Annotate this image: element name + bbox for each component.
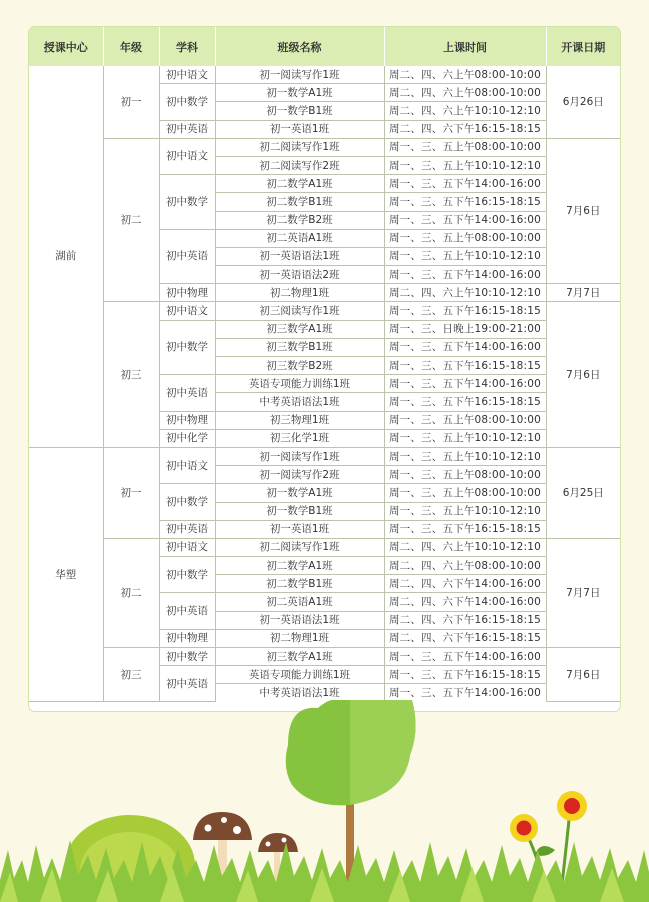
cell-class-name: 初一数学B1班: [215, 502, 384, 520]
table-row: [29, 447, 620, 465]
cell-class-name: 初三数学A1班: [215, 320, 384, 338]
cell-class-name: 初二阅读写作1班: [215, 538, 384, 556]
cell-class-name: 中考英语语法1班: [215, 393, 384, 411]
cell-grade: 初二: [103, 138, 159, 302]
cell-time: 周二、四、六下午16:15-18:15: [384, 120, 546, 138]
cell-class-name: 初二物理1班: [215, 629, 384, 647]
cell-subject: 初中物理: [159, 411, 215, 429]
cell-class-name: 初一数学A1班: [215, 84, 384, 102]
cell-subject: 初中语文: [159, 66, 215, 84]
cell-time: 周一、三、五下午14:00-16:00: [384, 211, 546, 229]
cell-subject: 初中语文: [159, 302, 215, 320]
cell-subject: 初中数学: [159, 648, 215, 666]
cell-time: 周二、四、六下午14:00-16:00: [384, 575, 546, 593]
cell-class-name: 中考英语语法1班: [215, 684, 384, 702]
cell-class-name: 初三物理1班: [215, 411, 384, 429]
cell-subject: 初中英语: [159, 375, 215, 411]
cell-class-name: 初一阅读写作2班: [215, 466, 384, 484]
cell-subject: 初中英语: [159, 666, 215, 702]
cell-class-name: 初一英语1班: [215, 520, 384, 538]
grass-scenery: [0, 700, 649, 902]
cell-time: 周一、三、五上午08:00-10:00: [384, 466, 546, 484]
cell-time: 周一、三、五下午16:15-18:15: [384, 520, 546, 538]
cell-class-name: 初三数学B1班: [215, 338, 384, 356]
cell-time: 周一、三、五下午14:00-16:00: [384, 684, 546, 702]
cell-class-name: 初三化学1班: [215, 429, 384, 447]
cell-start-date: 7月7日: [546, 538, 620, 647]
cell-start-date: 7月6日: [546, 648, 620, 702]
cell-subject: 初中数学: [159, 484, 215, 520]
cell-time: 周二、四、六上午10:10-12:10: [384, 538, 546, 556]
cell-grade: 初一: [103, 447, 159, 538]
table-row: [29, 648, 620, 666]
cell-start-date: 7月6日: [546, 138, 620, 284]
cell-subject: 初中物理: [159, 284, 215, 302]
cell-subject: 初中英语: [159, 593, 215, 629]
cell-class-name: 初二数学B1班: [215, 193, 384, 211]
cell-time: 周一、三、五下午14:00-16:00: [384, 266, 546, 284]
header-time: 上课时间: [384, 27, 546, 66]
cell-subject: 初中物理: [159, 629, 215, 647]
table-row: [29, 302, 620, 320]
cell-subject: 初中英语: [159, 120, 215, 138]
schedule-body: [29, 66, 620, 702]
table-row: [29, 66, 620, 84]
table-row: [29, 538, 620, 556]
cell-class-name: 初二英语A1班: [215, 593, 384, 611]
cell-subject: 初中数学: [159, 557, 215, 593]
cell-subject: 初中化学: [159, 429, 215, 447]
cell-time: 周一、三、五上午10:10-12:10: [384, 502, 546, 520]
cell-time: 周一、三、五下午16:15-18:15: [384, 357, 546, 375]
cell-class-name: 初二英语A1班: [215, 229, 384, 247]
cell-time: 周二、四、六上午10:10-12:10: [384, 284, 546, 302]
cell-class-name: 初二数学B2班: [215, 211, 384, 229]
cell-subject: 初中语文: [159, 447, 215, 483]
header-row: [29, 27, 620, 66]
cell-class-name: 初三数学B2班: [215, 357, 384, 375]
cell-class-name: 初二数学A1班: [215, 175, 384, 193]
cell-time: 周一、三、五上午08:00-10:00: [384, 411, 546, 429]
cell-grade: 初三: [103, 648, 159, 702]
cell-time: 周一、三、五上午10:10-12:10: [384, 156, 546, 174]
header-class-name: 班级名称: [215, 27, 384, 66]
cell-subject: 初中数学: [159, 84, 215, 120]
cell-center: 华塑: [29, 447, 103, 701]
header-center: 授课中心: [29, 27, 103, 66]
cell-subject: 初中语文: [159, 538, 215, 556]
cell-subject: 初中英语: [159, 229, 215, 284]
cell-class-name: 初二数学B1班: [215, 575, 384, 593]
cell-start-date: 6月26日: [546, 66, 620, 138]
cell-class-name: 初一数学B1班: [215, 102, 384, 120]
cell-grade: 初二: [103, 538, 159, 647]
cell-time: 周一、三、五下午14:00-16:00: [384, 338, 546, 356]
cell-class-name: 初二阅读写作1班: [215, 138, 384, 156]
cell-time: 周一、三、五上午08:00-10:00: [384, 484, 546, 502]
cell-time: 周一、三、五上午10:10-12:10: [384, 247, 546, 265]
cell-class-name: 初一英语1班: [215, 120, 384, 138]
cell-class-name: 初一阅读写作1班: [215, 66, 384, 84]
cell-class-name: 初三数学A1班: [215, 648, 384, 666]
cell-class-name: 英语专项能力训练1班: [215, 375, 384, 393]
cell-time: 周二、四、六下午16:15-18:15: [384, 629, 546, 647]
cell-time: 周一、三、五下午16:15-18:15: [384, 193, 546, 211]
cell-time: 周一、三、五上午10:10-12:10: [384, 429, 546, 447]
table-row: [29, 138, 620, 156]
cell-time: 周一、三、五下午16:15-18:15: [384, 302, 546, 320]
cell-time: 周一、三、日晚上19:00-21:00: [384, 320, 546, 338]
cell-center: 湖前: [29, 66, 103, 447]
schedule-table-card: [28, 26, 621, 712]
cell-time: 周二、四、六上午08:00-10:00: [384, 66, 546, 84]
cell-class-name: 初一阅读写作1班: [215, 447, 384, 465]
header-grade: 年级: [103, 27, 159, 66]
cell-time: 周二、四、六下午14:00-16:00: [384, 593, 546, 611]
cell-class-name: 初二数学A1班: [215, 557, 384, 575]
cell-grade: 初三: [103, 302, 159, 448]
header-start-date: 开课日期: [546, 27, 620, 66]
cell-subject: 初中英语: [159, 520, 215, 538]
header-subject: 学科: [159, 27, 215, 66]
cell-subject: 初中语文: [159, 138, 215, 174]
cell-time: 周一、三、五上午08:00-10:00: [384, 138, 546, 156]
cell-class-name: 初一数学A1班: [215, 484, 384, 502]
cell-subject: 初中数学: [159, 320, 215, 375]
cell-start-date: 7月6日: [546, 302, 620, 448]
cell-time: 周一、三、五上午08:00-10:00: [384, 229, 546, 247]
cell-time: 周二、四、六下午16:15-18:15: [384, 611, 546, 629]
cell-time: 周二、四、六上午08:00-10:00: [384, 557, 546, 575]
tree-canopy-light: [350, 700, 416, 805]
cell-time: 周二、四、六上午10:10-12:10: [384, 102, 546, 120]
cell-class-name: 初三阅读写作1班: [215, 302, 384, 320]
cell-time: 周一、三、五下午14:00-16:00: [384, 648, 546, 666]
cell-time: 周一、三、五下午16:15-18:15: [384, 393, 546, 411]
cell-time: 周一、三、五下午16:15-18:15: [384, 666, 546, 684]
cell-class-name: 初二物理1班: [215, 284, 384, 302]
cell-grade: 初一: [103, 66, 159, 138]
cell-time: 周二、四、六上午08:00-10:00: [384, 84, 546, 102]
cell-time: 周一、三、五下午14:00-16:00: [384, 175, 546, 193]
cell-class-name: 初一英语语法2班: [215, 266, 384, 284]
cell-start-date: 7月7日: [546, 284, 620, 302]
cell-start-date: 6月25日: [546, 447, 620, 538]
schedule-table: [29, 27, 620, 702]
cell-subject: 初中数学: [159, 175, 215, 230]
cell-class-name: 初一英语语法1班: [215, 247, 384, 265]
cell-time: 周一、三、五下午14:00-16:00: [384, 375, 546, 393]
cell-class-name: 初二阅读写作2班: [215, 156, 384, 174]
cell-class-name: 初一英语语法1班: [215, 611, 384, 629]
cell-time: 周一、三、五上午10:10-12:10: [384, 447, 546, 465]
cell-class-name: 英语专项能力训练1班: [215, 666, 384, 684]
